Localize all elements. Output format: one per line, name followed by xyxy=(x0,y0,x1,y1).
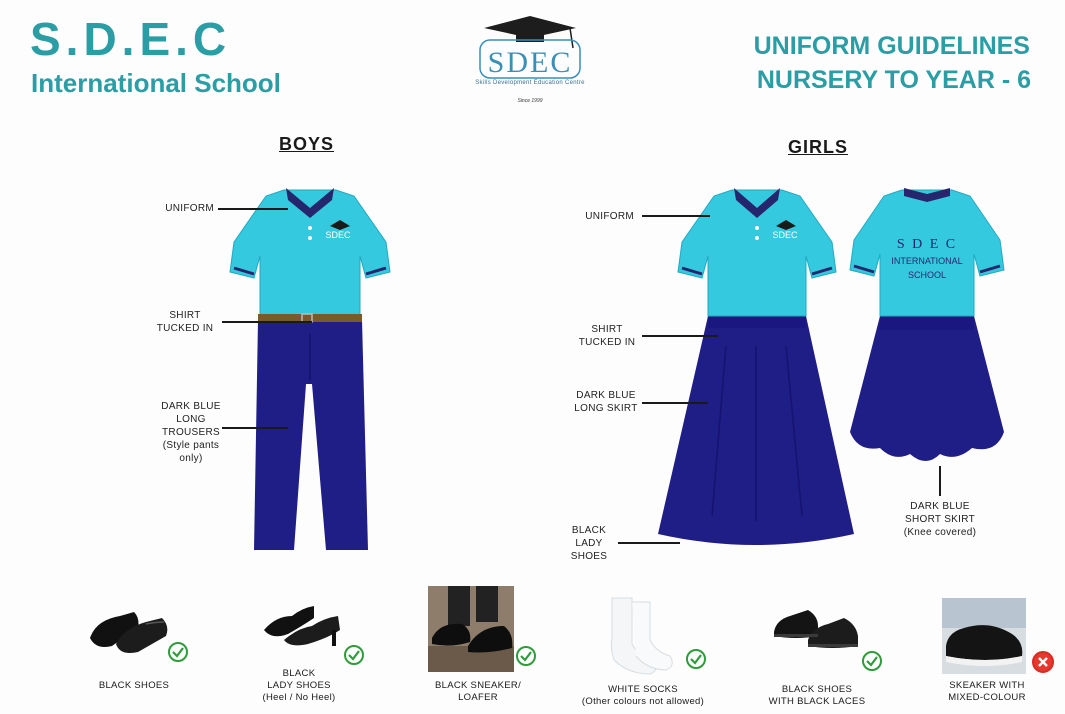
girls-long-skirt-pointer xyxy=(642,402,708,404)
white-socks-image xyxy=(598,594,678,680)
sdec-logo xyxy=(470,14,590,110)
allowed-check-icon xyxy=(344,645,364,665)
back-print-line1: S D E C xyxy=(896,237,958,252)
shoe-label-1: BLACK SHOES xyxy=(98,680,170,691)
boys-uniform-pointer xyxy=(218,208,288,210)
guideline-subtitle: NURSERY TO YEAR - 6 xyxy=(756,66,1031,94)
boys-trousers-pointer xyxy=(222,427,288,429)
allowed-check-icon xyxy=(862,651,882,671)
shoe-label-2: BLACK LADY SHOES (Heel / No Heel) xyxy=(262,668,336,703)
school-name: S.D.E.C xyxy=(30,13,232,65)
girls-uniform-label: UNIFORM xyxy=(585,211,634,222)
girls-uniform-front-illustration xyxy=(656,186,866,552)
boys-heading: BOYS xyxy=(279,134,335,154)
lady-shoes-image xyxy=(262,600,344,648)
girls-shirt-pointer xyxy=(642,335,718,337)
girls-shirt-logo: SDEC xyxy=(772,230,798,240)
allowed-check-icon xyxy=(686,649,706,669)
girls-shirt-label: SHIRT TUCKED IN xyxy=(578,324,636,348)
mixed-sneaker-image xyxy=(942,598,1026,674)
girls-short-skirt-label: DARK BLUE SHORT SKIRT (Knee covered) xyxy=(903,501,977,538)
boys-shirt-logo: SDEC xyxy=(325,230,351,240)
shoe-label-3: BLACK SNEAKER/ LOAFER xyxy=(434,680,522,703)
girls-shoes-label: BLACK LADY SHOES xyxy=(570,525,608,562)
girls-uniform-pointer xyxy=(642,215,710,217)
girls-heading: GIRLS xyxy=(788,137,849,157)
guideline-title: UNIFORM GUIDELINES xyxy=(753,32,1030,60)
black-shoes-image xyxy=(86,598,172,654)
not-allowed-cross-icon xyxy=(1032,651,1054,673)
school-subtitle: International School xyxy=(31,68,281,98)
sneaker-image xyxy=(428,586,514,672)
back-print-line2: INTERNATIONAL xyxy=(891,256,963,266)
boys-uniform-illustration xyxy=(226,184,396,554)
boys-shirt-label: SHIRT TUCKED IN xyxy=(156,310,214,334)
shoe-label-5: BLACK SHOES WITH BLACK LACES xyxy=(768,684,866,707)
back-print-line3: SCHOOL xyxy=(907,270,947,280)
logo-text: SDEC xyxy=(487,46,573,79)
laced-shoes-image xyxy=(772,606,862,650)
shoe-label-4: WHITE SOCKS (Other colours not allowed) xyxy=(581,684,705,707)
boys-shirt-pointer xyxy=(222,321,312,323)
allowed-check-icon xyxy=(168,642,188,662)
girls-long-skirt-label: DARK BLUE LONG SKIRT xyxy=(574,390,638,414)
shoe-label-6: SKEAKER WITH MIXED-COLOUR xyxy=(948,680,1026,703)
girls-short-skirt-pointer xyxy=(939,466,941,496)
logo-tagline: Skills Development Education Centre xyxy=(475,80,585,86)
girls-uniform-back-illustration xyxy=(846,186,1008,466)
logo-since: Since 1999 xyxy=(517,98,543,104)
boys-trousers-label: DARK BLUE LONG TROUSERS (Style pants only) xyxy=(161,401,221,464)
boys-uniform-label: UNIFORM xyxy=(165,203,214,214)
girls-shoes-pointer xyxy=(618,542,680,544)
allowed-check-icon xyxy=(516,646,536,666)
